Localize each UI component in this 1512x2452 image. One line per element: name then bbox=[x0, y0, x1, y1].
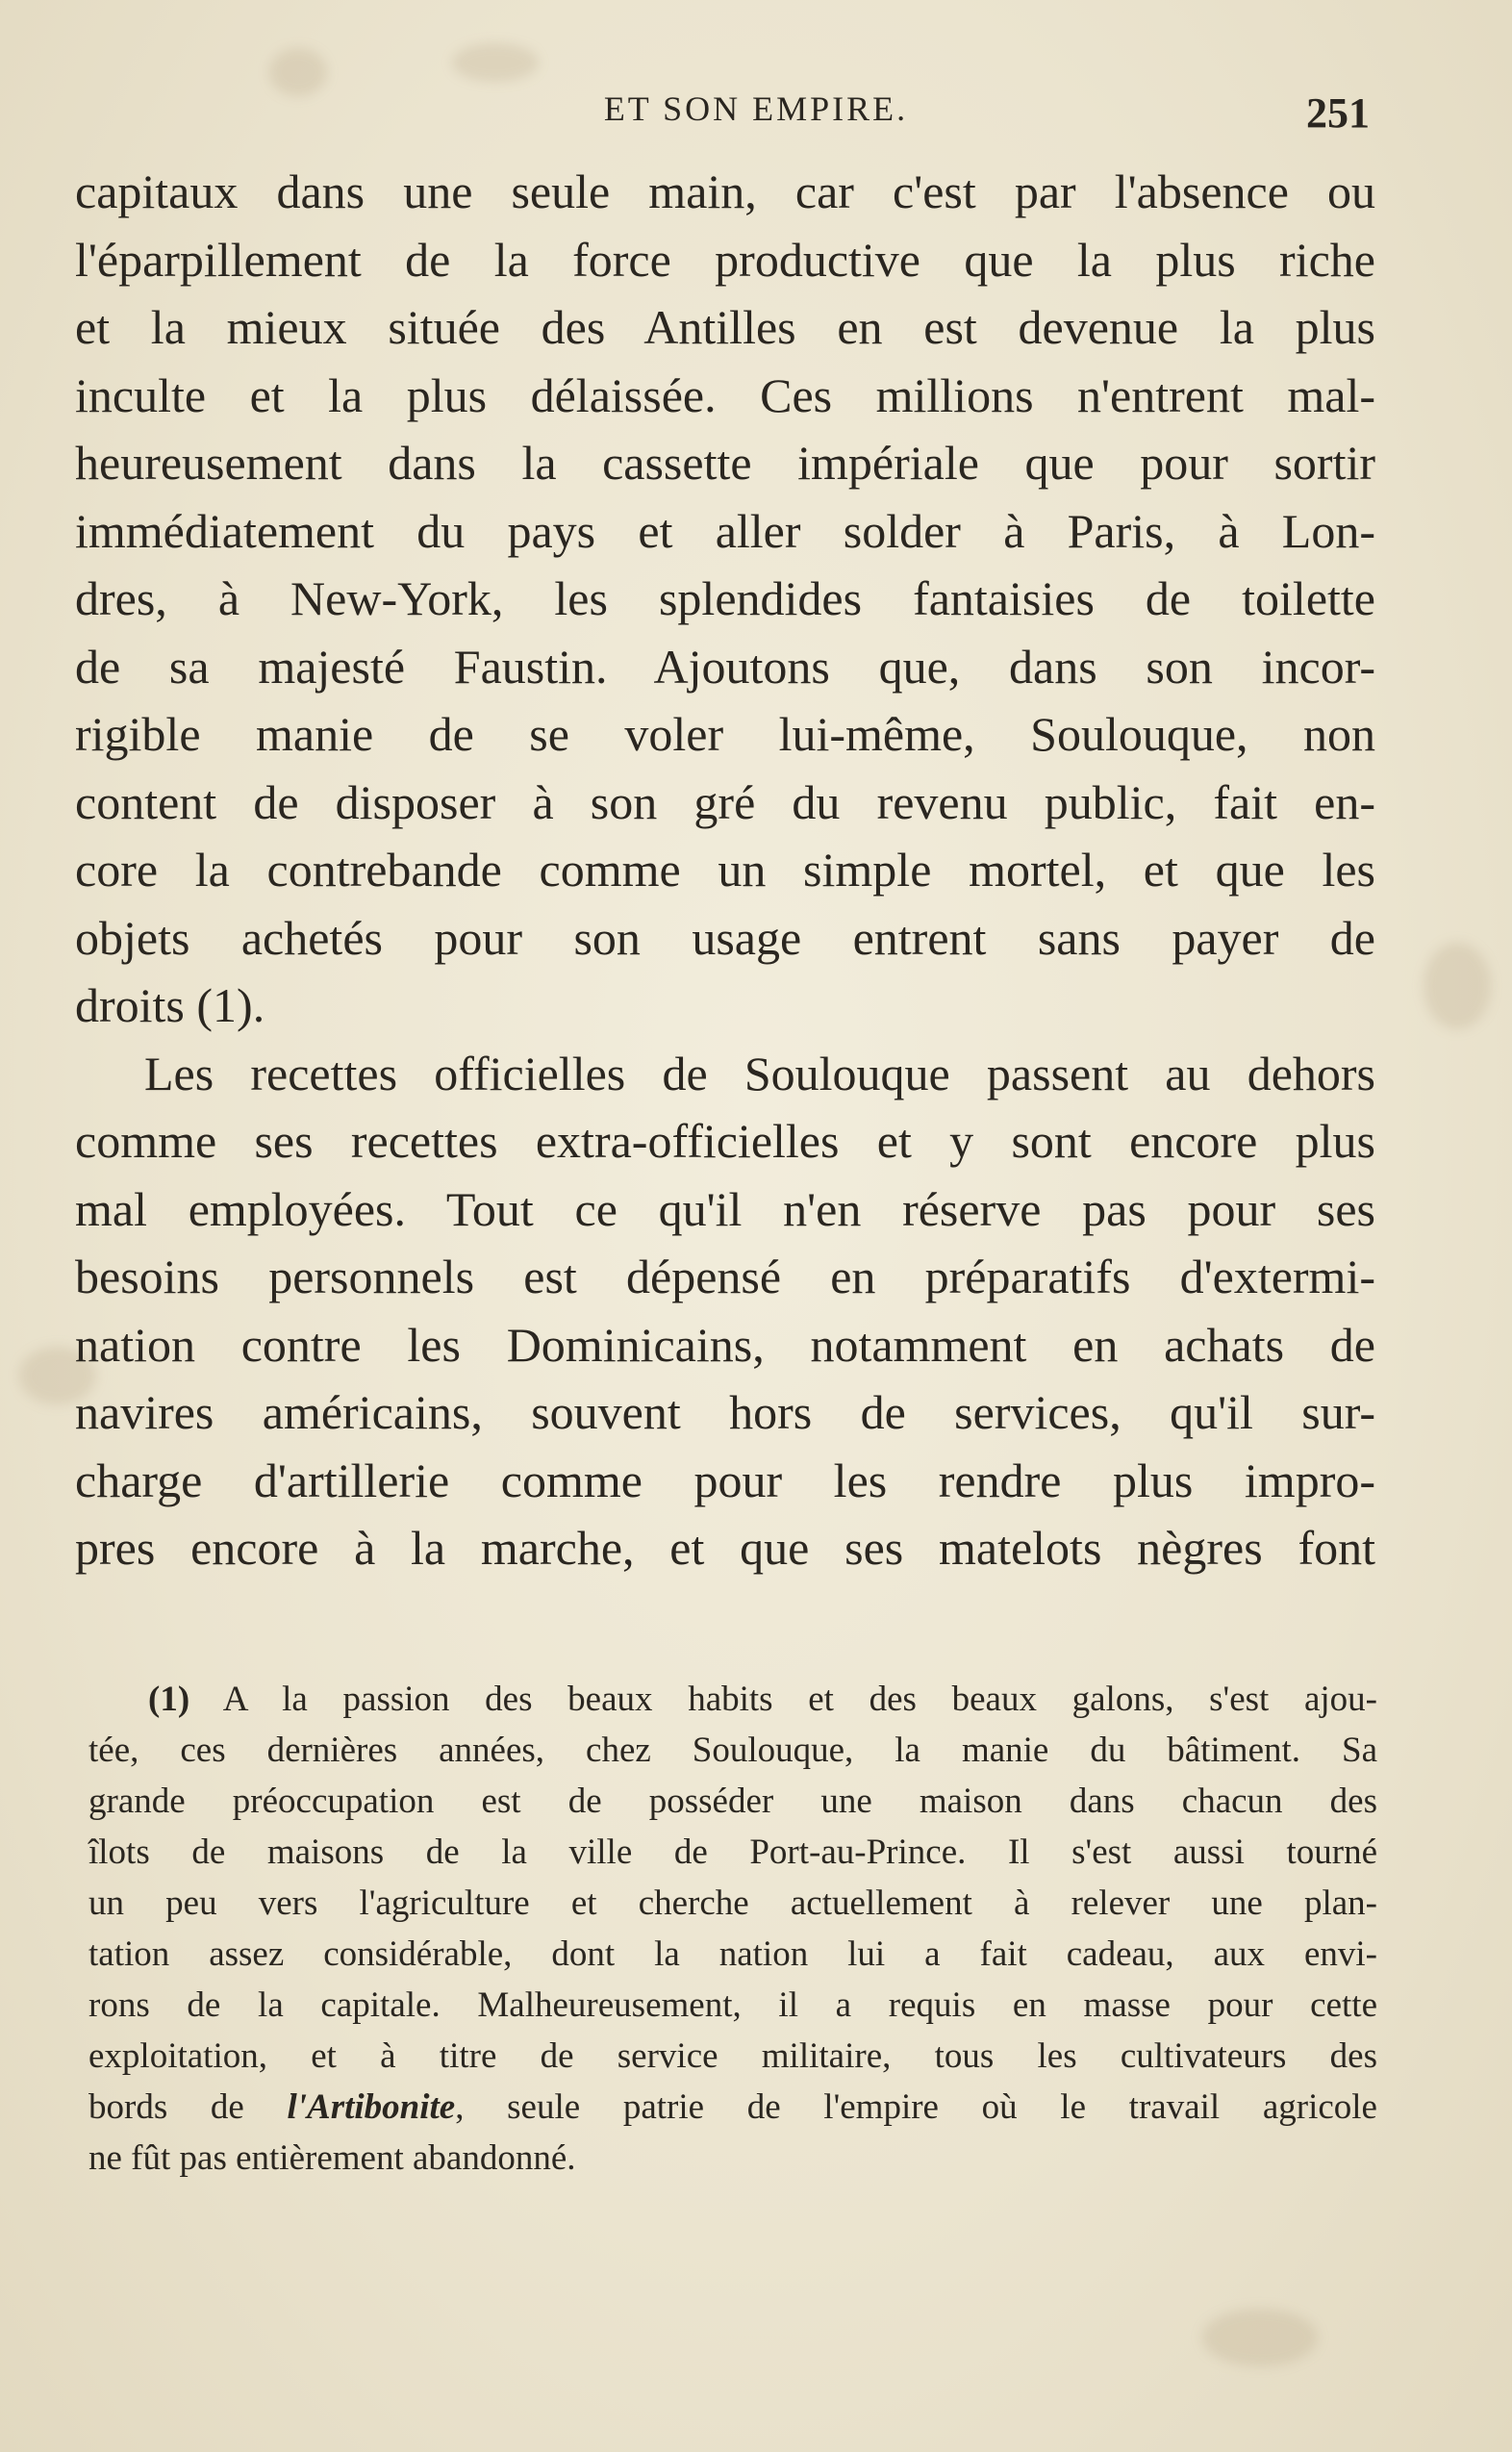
text-line: rigible manie de se voler lui-même, Soulouque, non bbox=[75, 707, 1375, 761]
footnote bbox=[88, 1674, 1377, 2184]
text-line: nation contre les Dominicains, notamment en achats de bbox=[75, 1317, 1375, 1372]
footnote-line: tée, ces dernières années, chez Soulouque, la manie du bâtiment. Sa bbox=[88, 1731, 1377, 1770]
footnote-line: un peu vers l'agriculture et cherche actuellement à relever une plan- bbox=[88, 1883, 1377, 1923]
footnote-marker: (1) bbox=[148, 1680, 190, 1719]
text-line: pres encore à la marche, et que ses matelots nègres font bbox=[75, 1521, 1375, 1575]
text-line: capitaux dans une seule main, car c'est par l'absence ou bbox=[75, 164, 1375, 218]
paragraph-2 bbox=[75, 1040, 1375, 1582]
text-line: mal employées. Tout ce qu'il n'en réserve pas pour ses bbox=[75, 1181, 1375, 1236]
text-line: et la mieux située des Antilles en est devenue la plus bbox=[75, 300, 1375, 354]
foxing-spot bbox=[1202, 2309, 1318, 2366]
text-line: Les recettes officielles de Soulouque passent au dehors bbox=[144, 1046, 1375, 1100]
text-line: core la contrebande comme un simple mortel, et que les bbox=[75, 843, 1375, 897]
footnote-text: A la passion des beaux habits et des beaux galons, s'est ajou- bbox=[222, 1680, 1377, 1719]
footnote-line: exploitation, et à titre de service militaire, tous les cultivateurs des bbox=[88, 2036, 1377, 2076]
page-number: 251 bbox=[1306, 89, 1370, 137]
footnote-line: grande préoccupation est de posséder une maison dans chacun des bbox=[88, 1782, 1377, 1821]
text-line: besoins personnels est dépensé en préparatifs d'extermi- bbox=[75, 1250, 1375, 1303]
footnote-text: , seule patrie de l'empire où le travail agricole bbox=[455, 2087, 1377, 2127]
footnote-line: ne fût pas entièrement abandonné. bbox=[88, 2138, 576, 2178]
foxing-spot bbox=[1424, 943, 1491, 1029]
place-name-artibonite: l'Artibonite bbox=[287, 2087, 456, 2127]
footnote-line: rons de la capitale. Malheureusement, il a requis en masse pour cette bbox=[88, 1985, 1377, 2025]
text-line: droits (1). bbox=[75, 978, 265, 1032]
text-line: heureusement dans la cassette impériale que pour sortir bbox=[75, 436, 1375, 490]
body-text bbox=[75, 158, 1375, 1582]
text-line: dres, à New-York, les splendides fantaisies de toilette bbox=[75, 571, 1375, 625]
text-line: navires américains, souvent hors de services, qu'il sur- bbox=[75, 1385, 1375, 1439]
footnote-line: tation assez considérable, dont la nation lui a fait cadeau, aux envi- bbox=[88, 1934, 1377, 1974]
footnote-line bbox=[88, 1674, 1377, 1725]
running-title: ET SON EMPIRE. bbox=[603, 89, 909, 128]
footnote-text: bords de bbox=[88, 2087, 288, 2127]
text-line: l'éparpillement de la force productive que la plus riche bbox=[75, 232, 1375, 287]
text-line: de sa majesté Faustin. Ajoutons que, dans son incor- bbox=[75, 639, 1375, 694]
running-head bbox=[0, 88, 1512, 146]
text-line: charge d'artillerie comme pour les rendre plus impro- bbox=[75, 1453, 1375, 1507]
text-line: comme ses recettes extra-officielles et y sont encore plus bbox=[75, 1114, 1375, 1168]
footnote-line bbox=[88, 2082, 1377, 2133]
text-line: objets achetés pour son usage entrent sans payer de bbox=[75, 910, 1375, 965]
text-line: inculte et la plus délaissée. Ces millions n'entrent mal- bbox=[75, 367, 1375, 422]
text-line: immédiatement du pays et aller solder à Paris, à Lon- bbox=[75, 503, 1375, 558]
paragraph-1 bbox=[75, 158, 1375, 1040]
footnote-line: îlots de maisons de la ville de Port-au-Prince. Il s'est aussi tourné bbox=[88, 1833, 1377, 1872]
text-line: content de disposer à son gré du revenu public, fait en- bbox=[75, 774, 1375, 829]
foxing-spot bbox=[452, 43, 539, 82]
